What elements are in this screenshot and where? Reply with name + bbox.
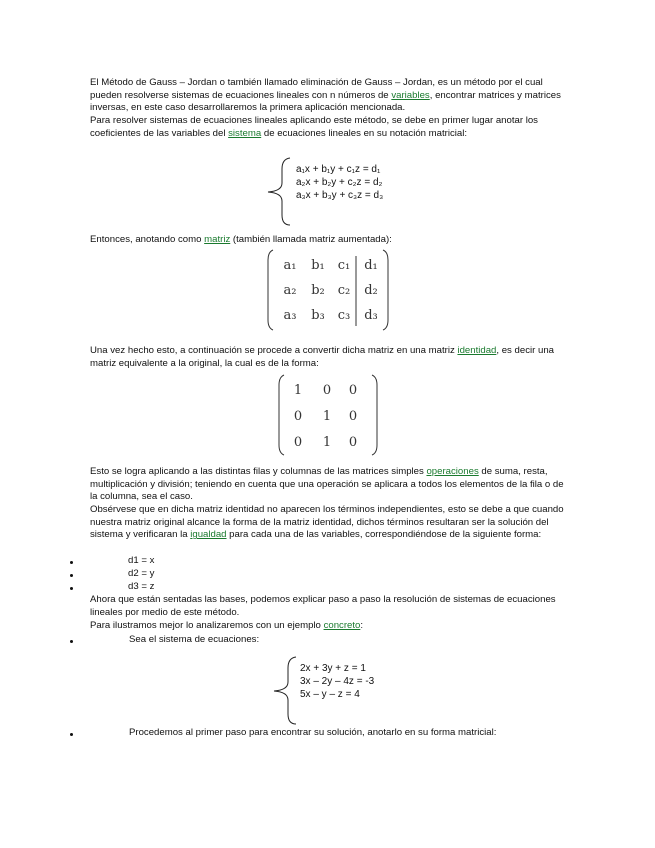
equation-line-3: 5x – y – z = 4 bbox=[300, 689, 360, 700]
equation-line-1: a₁x + b₁y + c₁z = d₁ bbox=[296, 164, 381, 175]
matrix-cell: b₁ bbox=[311, 258, 325, 273]
operaciones-link[interactable]: operaciones bbox=[426, 466, 479, 477]
left-brace-icon bbox=[270, 654, 300, 726]
matrix-cell: 0 bbox=[293, 435, 303, 450]
matrix-cell: 0 bbox=[322, 383, 332, 398]
bullet-marker bbox=[70, 571, 76, 577]
matrix-cell: c₂ bbox=[337, 283, 351, 298]
matrix-cell: a₃ bbox=[283, 308, 297, 323]
list-item: Procedemos al primer paso para encontrar su solución, anotarlo en su forma matricial: bbox=[129, 727, 497, 738]
variables-link[interactable]: variables bbox=[391, 89, 430, 101]
example-system-figure bbox=[270, 654, 400, 726]
matrix-cell: d₁ bbox=[364, 258, 378, 273]
matrix-cell: b₂ bbox=[311, 283, 325, 298]
operations-paragraph: Esto se logra aplicando a las distintas filas y columnas de las matrices simples operaciones de suma, resta, multiplicación y división; teniendo en cuenta que una operación se aplicara a todos los elementos de la fila o de la columna, sea el caso. bbox=[90, 466, 564, 503]
matrix-cell: c₃ bbox=[337, 308, 351, 323]
list-item: d2 = y bbox=[128, 568, 155, 579]
equation-line-3: a₃x + b₃y + c₃z = d₃ bbox=[296, 190, 384, 201]
matrix-cell: d₂ bbox=[364, 283, 378, 298]
augmented-matrix bbox=[266, 248, 390, 332]
identity-paragraph: Una vez hecho esto, a continuación se procede a convertir dicha matriz en una matriz identidad, es decir una matriz equivalente a la original, la cual es de la forma: bbox=[90, 345, 554, 369]
general-system-figure bbox=[264, 155, 394, 227]
matrix-cell: 1 bbox=[293, 383, 303, 398]
bullet-marker bbox=[70, 637, 76, 643]
matrix-cell: 0 bbox=[348, 435, 358, 450]
igualdad-link[interactable]: igualdad bbox=[190, 529, 227, 541]
example-paragraph: Para ilustramos mejor lo analizaremos con un ejemplo concreto: bbox=[90, 620, 364, 631]
matrix-cell: b₃ bbox=[311, 308, 325, 323]
matrix-cell: 0 bbox=[348, 409, 358, 424]
equation-line-1: 2x + 3y + z = 1 bbox=[300, 663, 366, 674]
matrix-paragraph: Entonces, anotando como matriz (también llamada matriz aumentada): bbox=[90, 234, 392, 245]
concreto-link[interactable]: concreto bbox=[323, 620, 361, 631]
observation-paragraph: Obsérvese que en dicha matriz identidad no aparecen los términos independientes, esto se debe a que cuando nuestra matriz original alcance la forma de la matriz identidad, dichos términos resultaran ser la solución del sistema y verificaran la igualdad para cada una de las variables, correspondiéndose de la siguiente forma: bbox=[90, 504, 564, 541]
matrix-cell: d₃ bbox=[364, 308, 378, 323]
method-paragraph: Para resolver sistemas de ecuaciones lineales aplicando este método, se debe en primer lugar anotar los coeficientes de las variables del sistema de ecuaciones lineales en su notación matricial: bbox=[90, 115, 538, 139]
equation-line-2: a₂x + b₂y + c₂z = d₂ bbox=[296, 177, 383, 188]
matrix-cell: 0 bbox=[293, 409, 303, 424]
matrix-cell: 1 bbox=[322, 435, 332, 450]
identidad-link[interactable]: identidad bbox=[457, 345, 497, 356]
left-brace-icon bbox=[264, 155, 294, 227]
equation-line-2: 3x – 2y – 4z = -3 bbox=[300, 676, 375, 687]
list-item: d1 = x bbox=[128, 555, 155, 566]
matrix-cell: a₂ bbox=[283, 283, 297, 298]
bullet-marker bbox=[70, 558, 76, 564]
bullet-marker bbox=[70, 730, 76, 736]
matriz-link[interactable]: matriz bbox=[204, 234, 231, 245]
matrix-cell: a₁ bbox=[283, 258, 297, 273]
list-item: Sea el sistema de ecuaciones: bbox=[129, 634, 260, 645]
matrix-cell: 1 bbox=[322, 409, 332, 424]
intro-paragraph: El Método de Gauss – Jordan o también llamado eliminación de Gauss – Jordan, es un método por el cual pueden resolverse sistemas de ecuaciones lineales con n números de variables, encontrar matrices y matrices inversas, en este caso desarrollaremos la primera aplicación mencionada. bbox=[90, 77, 561, 114]
sistema-link[interactable]: sistema bbox=[228, 127, 262, 139]
matrix-cell: c₁ bbox=[337, 258, 351, 273]
bases-paragraph: Ahora que están sentadas las bases, podemos explicar paso a paso la resolución de sistemas de ecuaciones lineales por medio de este método. bbox=[90, 594, 556, 618]
bullet-marker bbox=[70, 584, 76, 590]
matrix-cell: 0 bbox=[348, 383, 358, 398]
identity-matrix bbox=[277, 373, 379, 457]
list-item: d3 = z bbox=[128, 581, 155, 592]
